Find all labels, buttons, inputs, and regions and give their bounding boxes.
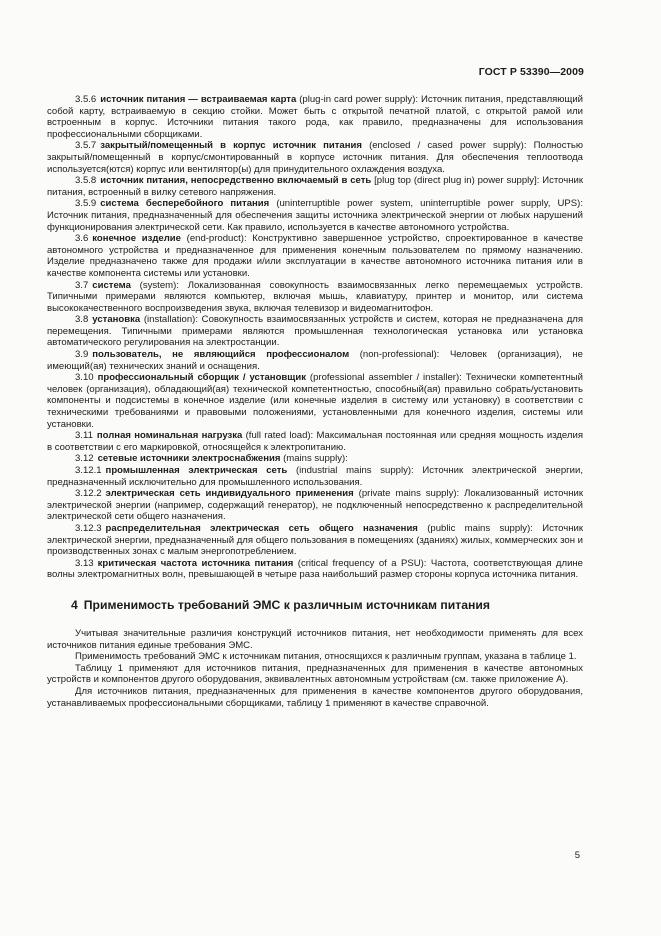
definition-text: (professional assembler / installer): Технически компетентный человек (организация), обладающий(ая) технической компетентностью, способный(ая) правильно собрать/установить компоненты и подсистемы в конечное изделие (или конечные изделия в систему или установку) в соответствии с техническими требованиями и правовыми положениями, установленными для конечного изделия, системы или установки. (47, 372, 583, 430)
defined-term: критическая частота источника питания (97, 557, 294, 569)
definition-paragraph (47, 140, 583, 175)
definition-paragraph (47, 198, 583, 233)
section-paragraph: Применимость требований ЭМС к источникам питания, относящихся к различным группам, указана в таблице 1. (75, 651, 577, 663)
defined-term: установка (92, 314, 141, 326)
defined-term: электрическая сеть индивидуального применения (105, 488, 354, 500)
clause-number: 3.5.8 (75, 175, 97, 187)
page-number: 5 (574, 850, 580, 861)
defined-term: система бесперебойного питания (100, 198, 270, 210)
definition-paragraph (47, 465, 583, 488)
page-content (47, 94, 583, 709)
clause-number: 3.10 (75, 372, 94, 384)
section-paragraph: Таблицу 1 применяют для источников питания, предназначенных для применения в качестве автономных устройств и компонентов другого оборудования, эквивалентных автономным устройствам (см. также приложение А). (47, 662, 583, 686)
clause-number: 3.11 (75, 430, 93, 442)
section-title: Применимость требований ЭМС к различным источникам питания (83, 597, 490, 612)
definition-paragraph (47, 523, 583, 558)
clause-number: 3.5.7 (75, 140, 97, 152)
definition-text: (end-product): Конструктивно завершенное устройство, спроектированное в качестве автономного устройства и предназначенное для применения конечным пользователем по прямому назначению. Изделие предназначено также для продажи и/или эксплуатации в качестве автономного источника питания или в качестве компонента системы или установки. (47, 233, 584, 279)
clause-number: 3.9 (75, 349, 89, 361)
definitions-list (47, 94, 583, 581)
clause-number: 3.7 (75, 279, 89, 291)
defined-term: распределительная электрическая сеть общего назначения (105, 522, 418, 534)
section-number: 4 (71, 597, 78, 612)
definition-text: (public mains supply): Источник электрической энергии, предназначенный для общего пользования в помещениях (зданиях) жилых, коммерческих зон и производственных зонах с малым энергопотреблением. (47, 522, 583, 558)
defined-term: система (92, 279, 131, 291)
definition-paragraph (47, 314, 583, 349)
clause-number: 3.5.6 (75, 94, 97, 105)
definition-text: (enclosed / cased power supply): Полностью закрытый/помещенный в корпус/смонтированный в корпусе источник питания. Для обеспечения теплоотвода используется(ются) корпус или вентилятор(ы) для принудительного охлаждения воздуха. (47, 140, 583, 175)
clause-number: 3.8 (75, 314, 89, 326)
clause-number: 3.5.9 (75, 198, 97, 210)
defined-term: закрытый/помещенный в корпус источник питания (100, 140, 362, 152)
definition-text: (mains supply): (280, 453, 348, 465)
definition-paragraph (47, 280, 583, 315)
defined-term: конечное изделие (92, 233, 181, 245)
defined-term: источник питания — встраиваемая карта (100, 94, 297, 105)
clause-number: 3.12.1 (75, 465, 102, 476)
definition-text: (private mains supply): Локализованный источник электрической энергии (например, содержащий генератор), не подключенный непосредственно к распределительной электрической сети общего назначения. (47, 488, 584, 523)
definition-text: [plug top (direct plug in) power supply]: Источник питания, встроенный в вилку сетевого напряжения. (47, 175, 583, 198)
clause-number: 3.12.3 (75, 522, 102, 534)
clause-number: 3.6 (75, 233, 89, 245)
definition-paragraph (47, 175, 583, 198)
definition-paragraph (47, 94, 583, 140)
section-paragraph: Учитывая значительные различия конструкций источников питания, нет необходимости применять для всех источников питания единые требования ЭМС. (47, 627, 583, 651)
definition-paragraph (47, 372, 583, 430)
definition-text: (full rated load): Максимальная постоянная или средняя мощность изделия в соответствии с его маркировкой, относящейся к электропитанию. (47, 430, 583, 453)
definition-text: (uninterruptible power system, uninterruptible power supply, UPS): Источник питания, предназначенный для обеспечения защиты источника электрической энергии от любых нарушений функционирования электрической сети. Как правило, используется в качестве автономного устройства. (47, 198, 583, 233)
definition-paragraph (47, 430, 583, 453)
definition-text: (industrial mains supply): Источник электрической энергии, предназначенный исключительно для промышленного использования. (47, 465, 583, 488)
definition-paragraph (47, 453, 583, 465)
section-paragraph: Для источников питания, предназначенных для применения в качестве компонентов другого оборудования, устанавливаемых профессиональными сборщиками, таблицу 1 применяют в качестве справочной. (47, 685, 583, 709)
defined-term: промышленная электрическая сеть (105, 465, 288, 476)
definition-paragraph (47, 558, 583, 581)
definition-paragraph (47, 349, 583, 372)
defined-term: сетевые источники электроснабжения (97, 453, 281, 465)
clause-number: 3.12 (75, 453, 94, 465)
definition-text: (installation): Совокупность взаимосвязанных устройств и систем, которая не предназначена для перемещения. Типичными примерами являются промышленная технологическая установка или установка автоматического регулирования на электростанции. (47, 314, 583, 349)
defined-term: пользователь, не являющийся профессионалом (92, 349, 350, 361)
definition-paragraph (47, 233, 583, 279)
standard-header: ГОСТ Р 53390—2009 (478, 66, 584, 78)
clause-number: 3.13 (75, 557, 94, 569)
definition-text: (system): Локализованная совокупность взаимосвязанных легко перемещаемых устройств. Типичными примерами являются компьютер, включая мышь, клавиатуру, принтер и монитор, или система высококачественного воспроизведения звука, включая телевизор и видеомагнитофон. (47, 279, 583, 314)
definition-text: (non-professional): Человек (организация), не имеющий(ая) технических знаний и оснащения. (47, 349, 583, 372)
definition-text: (plug-in card power supply): Источник питания, представляющий собой карту, встраиваемую в секцию стойки. Может быть с открытой печатной платой, с открытой рамой или встроенным в корпус. Источники питания такого рода, как правило, предназначены для использования профессиональными сборщиками. (47, 94, 583, 140)
definition-text: (critical frequency of a PSU): Частота, соответствующая длине волны электромагнитных волн, превышающей в четыре раза наибольший размер стороны корпуса источника питания. (47, 557, 583, 581)
defined-term: полная номинальная нагрузка (96, 430, 243, 442)
definition-paragraph (47, 488, 583, 523)
clause-number: 3.12.2 (75, 488, 102, 500)
defined-term: источник питания, непосредственно включаемый в сеть (100, 175, 372, 187)
defined-term: профессиональный сборщик / установщик (97, 372, 306, 384)
section-heading (47, 598, 583, 612)
